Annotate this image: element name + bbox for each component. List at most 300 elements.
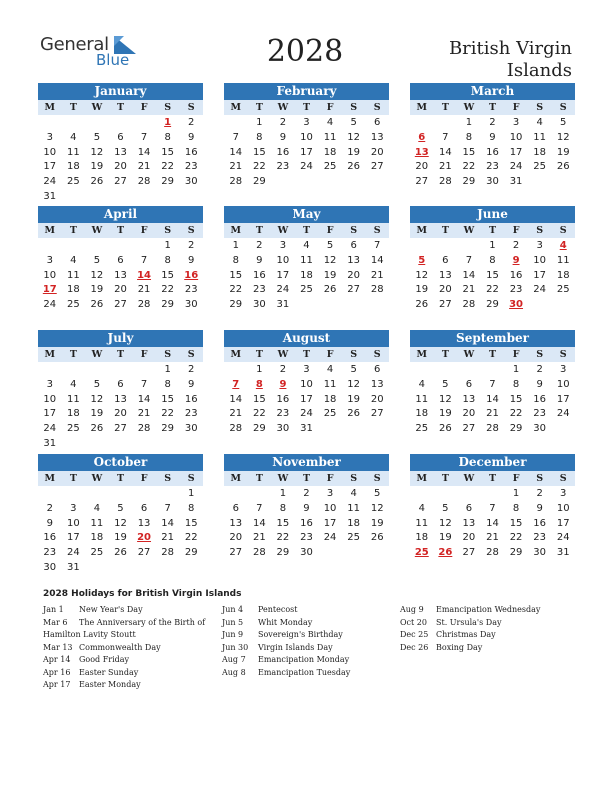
day-cell: 6: [232, 502, 239, 514]
holiday-item: [400, 642, 540, 655]
holiday-name: Sovereign's Birthday: [258, 630, 343, 639]
day-cell: 23: [486, 161, 499, 173]
day-cell: 17: [43, 408, 57, 420]
weekday-label: F: [512, 349, 520, 360]
day-cell: 28: [252, 547, 266, 559]
day-cell: 20: [114, 408, 127, 420]
day-cell: 6: [117, 378, 124, 390]
weekday-label: S: [373, 225, 381, 236]
day-cell: 4: [93, 502, 101, 514]
day-cell: 4: [70, 378, 77, 390]
day-cell: 24: [276, 284, 290, 296]
holiday-date: Aug 9: [400, 605, 424, 614]
day-cell: 23: [276, 408, 290, 420]
month-title: December: [410, 454, 575, 471]
day-cell: 25: [556, 284, 570, 296]
day-cell: 13: [114, 146, 127, 158]
day-cell: 25: [347, 532, 360, 544]
day-cell: 20: [114, 284, 127, 296]
day-cell: 3: [279, 240, 287, 251]
day-cell: 14: [462, 269, 476, 281]
day-cell: 10: [323, 502, 337, 514]
holiday-date: Jun 9: [222, 630, 244, 639]
weekday-label: S: [350, 225, 358, 236]
day-cell: 8: [279, 502, 287, 514]
day-cell: 17: [43, 161, 57, 173]
day-cell: 11: [415, 517, 429, 529]
day-cell: 31: [43, 437, 57, 449]
day-cell: 7: [232, 378, 240, 390]
weekday-label: S: [164, 349, 172, 360]
day-cell: 30: [252, 299, 266, 311]
day-cell: 31: [66, 561, 80, 573]
day-cell: 6: [117, 254, 124, 266]
day-cell: 29: [509, 423, 523, 435]
day-cell: 14: [370, 254, 384, 266]
day-cell: 17: [556, 393, 570, 405]
day-cell: 11: [347, 502, 360, 514]
day-cell: 22: [462, 161, 476, 173]
weekday-label: S: [373, 473, 381, 484]
empty-cell: [224, 363, 248, 378]
weekday-label: S: [536, 349, 544, 360]
day-cell: 8: [188, 502, 195, 514]
day-cell: 12: [370, 502, 384, 514]
day-cell: 3: [46, 254, 53, 266]
day-cell: 2: [512, 240, 520, 251]
holiday-name: Hamilton Lavity Stoutt: [43, 630, 136, 639]
day-cell: 28: [137, 299, 151, 311]
day-cell: 8: [164, 378, 171, 390]
day-cell: 13: [347, 254, 360, 266]
day-cell: 6: [117, 131, 124, 143]
day-cell: 23: [300, 532, 313, 544]
day-cell: 27: [229, 547, 243, 559]
weekday-label: T: [302, 473, 311, 484]
day-cell: 4: [418, 502, 425, 514]
weekday-label: W: [91, 225, 103, 236]
day-cell: 26: [438, 547, 453, 559]
holiday-item: [43, 629, 205, 642]
day-cell: 2: [188, 240, 195, 251]
day-cell: 11: [323, 131, 337, 143]
holiday-date: Mar 13: [43, 642, 73, 652]
day-cell: 1: [465, 117, 473, 128]
day-cell: 25: [533, 161, 546, 173]
day-cell: 21: [137, 408, 151, 420]
empty-cell: [62, 363, 86, 378]
day-cell: 15: [184, 517, 198, 529]
day-cell: 5: [374, 488, 381, 499]
empty-cell: [62, 116, 86, 131]
day-cell: 11: [300, 254, 313, 266]
weekday-label: S: [536, 225, 544, 236]
empty-cell: [457, 487, 481, 502]
weekday-label: S: [187, 349, 195, 360]
day-cell: 25: [415, 423, 429, 435]
holiday-item: [43, 667, 205, 680]
weekday-label: M: [44, 225, 56, 236]
weekday-label: T: [69, 473, 77, 484]
month-title: January: [38, 83, 203, 100]
day-cell: 26: [556, 161, 570, 173]
day-cell: 13: [137, 517, 151, 529]
holiday-date: Aug 8: [222, 667, 246, 677]
weekday-label: W: [463, 349, 475, 360]
day-cell: 27: [347, 284, 360, 296]
holiday-item: [43, 642, 205, 655]
day-cell: 19: [90, 284, 104, 296]
weekday-label: W: [91, 473, 103, 484]
day-grid: [224, 116, 389, 190]
weekday-label: S: [559, 349, 567, 360]
empty-cell: [410, 487, 434, 502]
day-cell: 15: [462, 146, 476, 158]
month-title: November: [224, 454, 389, 471]
day-cell: 20: [114, 161, 127, 173]
empty-cell: [38, 487, 62, 502]
day-cell: 27: [114, 176, 127, 188]
day-cell: 9: [46, 517, 53, 529]
day-cell: 28: [229, 176, 243, 188]
day-cell: 26: [347, 161, 360, 173]
day-cell: 22: [161, 284, 174, 296]
day-cell: 9: [279, 131, 287, 143]
day-cell: 12: [90, 393, 104, 405]
month-title: June: [410, 206, 575, 223]
day-cell: 22: [276, 532, 290, 544]
day-cell: 27: [370, 161, 384, 173]
day-cell: 28: [161, 547, 174, 559]
weekday-header: [38, 223, 203, 238]
weekday-label: T: [441, 473, 449, 484]
day-cell: 28: [486, 547, 499, 559]
weekday-label: M: [230, 225, 242, 236]
day-cell: 11: [66, 146, 80, 158]
empty-cell: [38, 116, 62, 131]
weekday-label: F: [512, 473, 520, 484]
day-cell: 13: [114, 269, 127, 281]
weekday-label: S: [350, 473, 358, 484]
day-cell: 4: [350, 488, 357, 499]
weekday-label: M: [44, 102, 56, 113]
month-january: [38, 83, 203, 205]
empty-cell: [132, 363, 156, 378]
day-cell: 25: [66, 299, 80, 311]
day-cell: 13: [462, 393, 476, 405]
day-cell: 13: [114, 393, 127, 405]
day-cell: 1: [512, 364, 520, 375]
day-cell: 8: [164, 131, 171, 143]
day-cell: 5: [117, 502, 124, 514]
day-cell: 15: [161, 146, 174, 158]
day-cell: 26: [90, 423, 104, 435]
weekday-label: M: [416, 102, 428, 113]
day-cell: 12: [90, 146, 104, 158]
day-cell: 8: [489, 254, 496, 266]
month-april: [38, 206, 203, 313]
day-cell: 19: [438, 408, 452, 420]
holiday-item: [43, 604, 205, 617]
day-cell: 4: [326, 117, 334, 128]
day-cell: 6: [465, 378, 473, 390]
day-cell: 26: [438, 423, 452, 435]
day-cell: 14: [137, 146, 151, 158]
day-cell: 18: [347, 517, 360, 529]
empty-cell: [248, 487, 272, 502]
weekday-label: S: [559, 473, 567, 484]
day-cell: 9: [512, 254, 520, 266]
day-cell: 3: [536, 240, 543, 251]
holiday-item: [43, 617, 205, 630]
day-cell: 5: [560, 117, 567, 128]
day-cell: 2: [303, 488, 310, 499]
day-cell: 7: [140, 378, 148, 390]
day-cell: 3: [70, 502, 77, 514]
day-cell: 30: [276, 423, 290, 435]
day-grid: [410, 116, 575, 190]
day-cell: 13: [462, 517, 476, 529]
holiday-name: Virgin Islands Day: [258, 642, 333, 652]
day-cell: 17: [533, 269, 546, 281]
day-cell: 13: [438, 269, 452, 281]
day-cell: 10: [43, 393, 57, 405]
day-cell: 3: [46, 131, 53, 143]
weekday-label: T: [255, 349, 263, 360]
day-cell: 2: [188, 364, 195, 375]
weekday-label: F: [140, 225, 148, 236]
day-cell: 30: [184, 176, 198, 188]
day-cell: 13: [370, 378, 384, 390]
day-cell: 8: [164, 254, 171, 266]
weekday-label: T: [441, 349, 449, 360]
day-cell: 20: [462, 408, 476, 420]
day-cell: 16: [509, 269, 523, 281]
day-cell: 1: [256, 117, 263, 128]
day-cell: 4: [418, 378, 425, 390]
day-cell: 19: [90, 408, 104, 420]
day-cell: 8: [512, 502, 520, 514]
empty-cell: [434, 487, 458, 502]
holiday-name: Commonwealth Day: [79, 642, 161, 652]
day-cell: 22: [252, 408, 266, 420]
day-cell: 2: [188, 117, 195, 128]
day-cell: 8: [255, 378, 263, 390]
empty-cell: [132, 239, 156, 254]
day-cell: 15: [252, 393, 266, 405]
day-cell: 29: [161, 423, 174, 435]
empty-cell: [132, 116, 156, 131]
month-august: [224, 330, 389, 437]
weekday-label: S: [559, 225, 567, 236]
day-cell: 14: [252, 517, 266, 529]
day-cell: 20: [347, 269, 360, 281]
day-cell: 19: [415, 284, 429, 296]
day-cell: 6: [350, 240, 357, 251]
holiday-name: Good Friday: [79, 655, 130, 664]
day-cell: 5: [418, 254, 426, 266]
day-cell: 14: [137, 393, 151, 405]
day-cell: 11: [66, 269, 80, 281]
weekday-label: W: [277, 225, 289, 236]
day-cell: 2: [536, 488, 543, 499]
empty-cell: [109, 363, 133, 378]
weekday-label: S: [164, 102, 172, 113]
day-cell: 20: [415, 161, 429, 173]
month-october: [38, 454, 203, 576]
weekday-label: S: [187, 473, 195, 484]
day-cell: 1: [188, 488, 195, 499]
day-cell: 30: [300, 547, 313, 559]
day-cell: 30: [184, 423, 198, 435]
day-cell: 4: [326, 364, 334, 375]
day-cell: 10: [556, 378, 570, 390]
month-title: September: [410, 330, 575, 347]
day-cell: 5: [93, 378, 101, 390]
day-cell: 9: [303, 502, 310, 514]
day-cell: 1: [164, 117, 172, 128]
day-cell: 22: [509, 408, 523, 420]
weekday-label: T: [116, 473, 125, 484]
day-cell: 15: [276, 517, 290, 529]
day-cell: 18: [415, 532, 429, 544]
day-cell: 21: [229, 161, 243, 173]
day-cell: 16: [184, 269, 199, 281]
country-name: British Virgin Islands: [448, 38, 572, 81]
day-cell: 23: [184, 161, 198, 173]
weekday-label: T: [69, 225, 77, 236]
day-cell: 9: [536, 378, 543, 390]
day-cell: 19: [347, 146, 360, 158]
day-cell: 7: [489, 502, 496, 514]
day-cell: 15: [252, 146, 266, 158]
weekday-header: [410, 471, 575, 486]
holiday-name: Boxing Day: [436, 642, 483, 652]
weekday-label: S: [164, 473, 172, 484]
day-cell: 1: [164, 364, 171, 375]
weekday-label: T: [69, 349, 77, 360]
holiday-name: Emancipation Tuesday: [258, 667, 351, 677]
empty-cell: [109, 116, 133, 131]
empty-cell: [481, 487, 505, 502]
month-june: [410, 206, 575, 313]
day-cell: 16: [184, 146, 198, 158]
day-cell: 10: [300, 378, 313, 390]
day-cell: 17: [42, 284, 57, 296]
weekday-header: [224, 471, 389, 486]
day-cell: 21: [486, 532, 499, 544]
day-cell: 21: [137, 161, 151, 173]
day-cell: 6: [140, 502, 148, 514]
weekday-label: M: [416, 473, 428, 484]
empty-cell: [85, 487, 109, 502]
holiday-column: [222, 604, 350, 679]
day-cell: 29: [252, 423, 266, 435]
day-cell: 7: [489, 378, 496, 390]
day-cell: 1: [232, 240, 239, 251]
day-cell: 21: [462, 284, 476, 296]
day-cell: 24: [323, 532, 337, 544]
day-cell: 25: [90, 547, 104, 559]
holiday-date: Apr 14: [43, 655, 71, 664]
empty-cell: [481, 363, 505, 378]
day-cell: 11: [90, 517, 104, 529]
empty-cell: [62, 239, 86, 254]
day-cell: 23: [533, 532, 546, 544]
month-title: April: [38, 206, 203, 223]
holiday-item: [222, 654, 350, 667]
day-cell: 15: [509, 393, 523, 405]
weekday-label: S: [373, 349, 381, 360]
day-cell: 16: [533, 393, 546, 405]
weekday-header: [410, 223, 575, 238]
day-cell: 31: [556, 547, 570, 559]
day-grid: [410, 363, 575, 437]
day-cell: 9: [489, 131, 496, 143]
day-cell: 14: [438, 146, 452, 158]
day-cell: 30: [509, 299, 524, 311]
weekday-label: F: [140, 349, 148, 360]
day-cell: 23: [43, 547, 57, 559]
day-cell: 19: [370, 517, 384, 529]
empty-cell: [410, 116, 434, 131]
holiday-date: Jan 1: [43, 605, 64, 614]
weekday-header: [38, 100, 203, 115]
day-cell: 2: [489, 117, 496, 128]
empty-cell: [85, 116, 109, 131]
weekday-label: W: [463, 225, 475, 236]
day-cell: 28: [370, 284, 384, 296]
weekday-label: F: [512, 225, 520, 236]
empty-cell: [457, 363, 481, 378]
day-cell: 2: [46, 502, 53, 514]
day-cell: 3: [560, 364, 567, 375]
weekday-label: T: [255, 225, 263, 236]
weekday-label: S: [350, 349, 358, 360]
day-cell: 23: [276, 161, 290, 173]
day-cell: 18: [66, 161, 80, 173]
day-cell: 30: [184, 299, 198, 311]
day-cell: 12: [347, 131, 360, 143]
day-cell: 27: [438, 299, 452, 311]
day-cell: 12: [323, 254, 337, 266]
empty-cell: [62, 487, 86, 502]
day-cell: 5: [350, 117, 357, 128]
holiday-item: [222, 604, 350, 617]
weekday-label: W: [463, 473, 475, 484]
day-cell: 12: [415, 269, 429, 281]
day-cell: 20: [137, 532, 152, 544]
day-cell: 7: [465, 254, 473, 266]
day-cell: 11: [415, 393, 429, 405]
weekday-label: S: [536, 102, 544, 113]
day-cell: 26: [415, 299, 429, 311]
day-cell: 18: [323, 146, 337, 158]
day-grid: [38, 363, 203, 452]
day-cell: 2: [279, 117, 287, 128]
day-cell: 17: [300, 393, 313, 405]
day-cell: 22: [184, 532, 198, 544]
day-cell: 14: [229, 393, 243, 405]
day-cell: 7: [256, 502, 263, 514]
weekday-label: T: [441, 102, 449, 113]
day-cell: 24: [300, 408, 313, 420]
day-cell: 30: [43, 561, 57, 573]
day-cell: 28: [462, 299, 476, 311]
day-grid: [224, 487, 389, 561]
holiday-item: [222, 667, 350, 680]
day-cell: 31: [43, 190, 57, 202]
